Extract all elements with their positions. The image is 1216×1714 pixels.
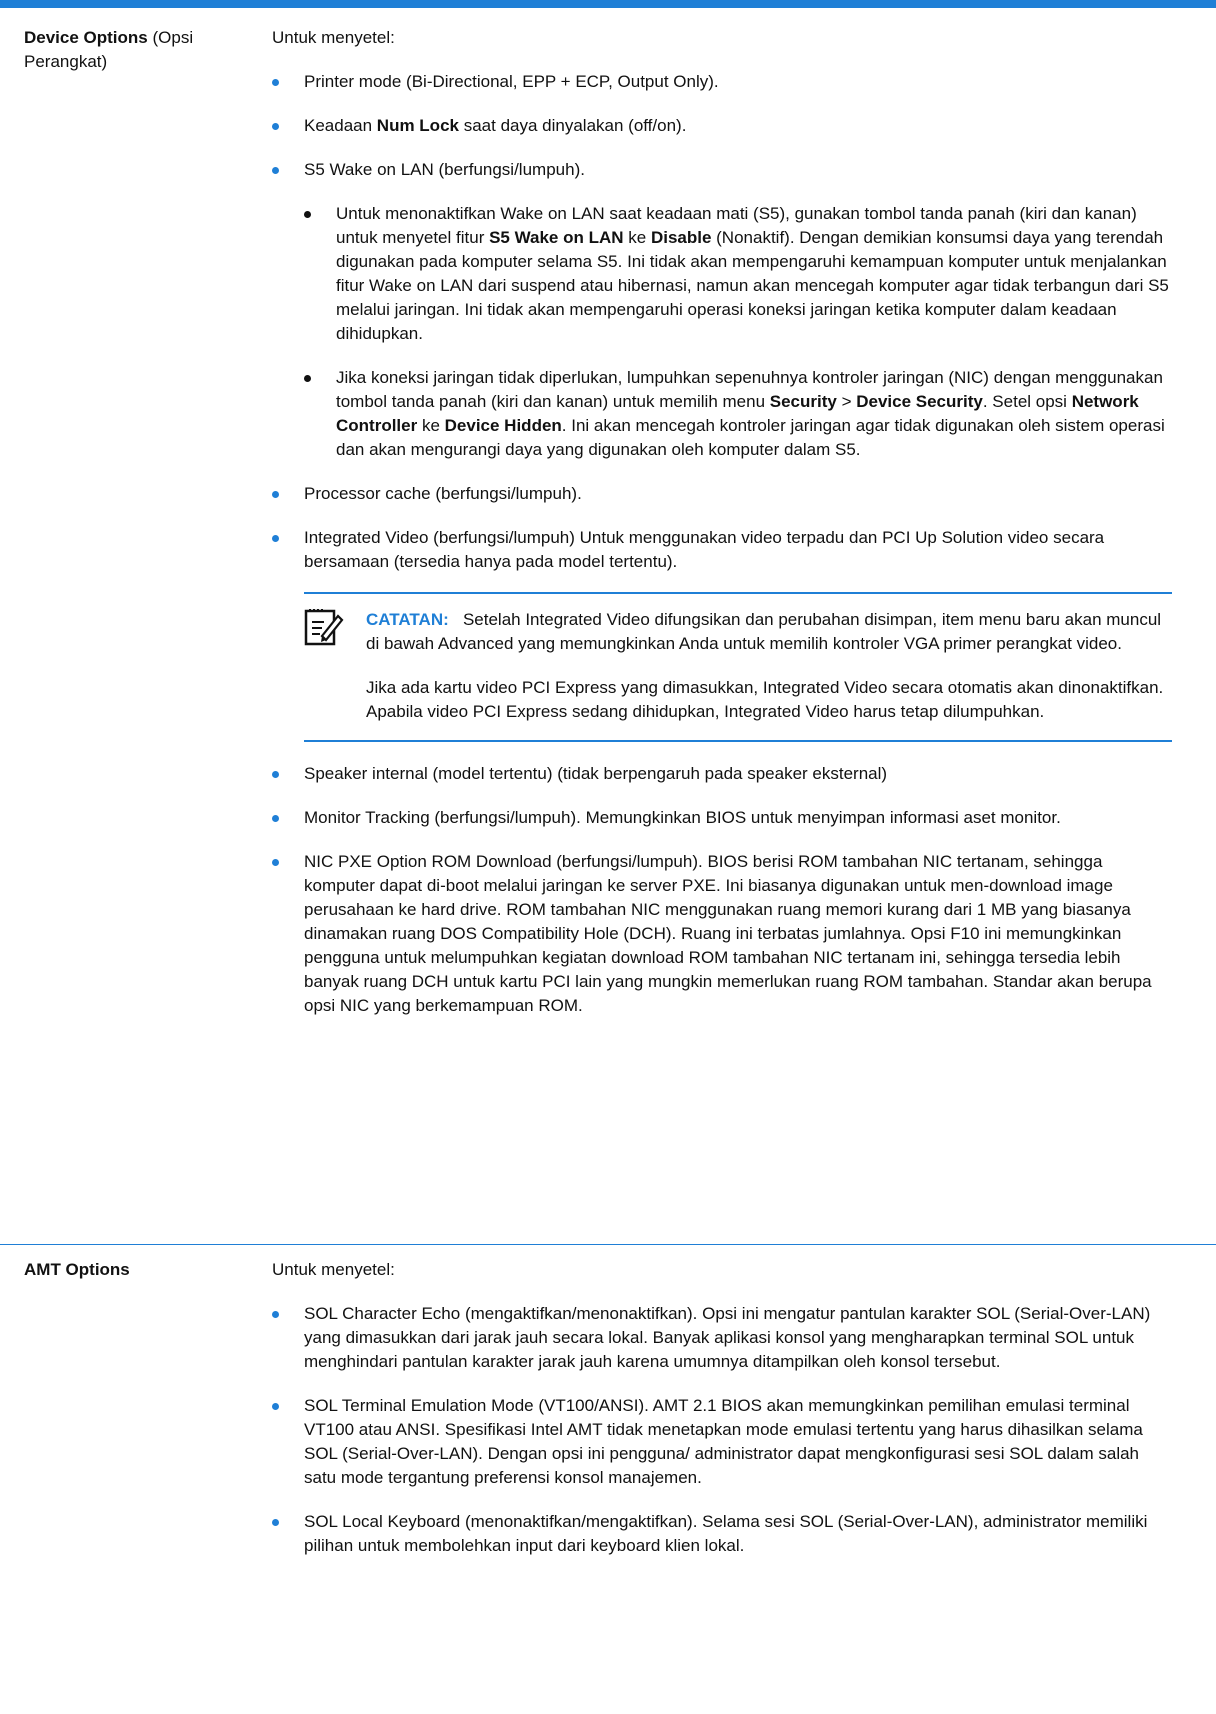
bullet-icon [272, 859, 279, 866]
sub-list-item [272, 202, 1172, 346]
bullet-icon [272, 1403, 279, 1410]
text: saat daya dinyalakan (off/on). [458, 116, 687, 135]
text: Keadaan [304, 116, 377, 135]
list-item [272, 1510, 1172, 1558]
bold-text: Network Controller [336, 392, 1139, 435]
row-label-rest: (Opsi Perangkat) [24, 28, 194, 71]
text: . Ini akan mencegah kontroler jaringan agar tidak digunakan oleh sistem operasi dan akan mengurangi daya yang digunakan oleh komputer dalam S5. [336, 416, 1165, 459]
bullet-icon [272, 1519, 279, 1526]
list-item-text: S5 Wake on LAN (berfungsi/lumpuh). [304, 160, 585, 179]
device-options-content [272, 26, 1172, 1018]
list-item-text: SOL Terminal Emulation Mode (VT100/ANSI). AMT 2.1 BIOS akan memungkinkan pemilihan emulasi terminal VT100 atau ANSI. Spesifikasi Intel AMT tidak menetapkan mode emulasi tertentu yang harus dihasilkan selama SOL (Serial-Over-LAN). Dengan opsi ini pengguna/ administrator dapat mengkonfigurasi sesi SOL dalam salah satu mode tergantung preferensi konsol manajemen. [304, 1396, 1143, 1487]
list-item-text: Integrated Video (berfungsi/lumpuh) Untuk menggunakan video terpadu dan PCI Up Solution video secara bersamaan (tersedia hanya pada model tertentu). [304, 528, 1105, 571]
list-item [272, 850, 1172, 1018]
list-item [272, 526, 1172, 574]
bullet-icon [272, 535, 279, 542]
list-item [272, 158, 1172, 182]
note-paragraph [366, 608, 1172, 656]
list-item [272, 70, 1172, 94]
list-item [272, 1302, 1172, 1374]
row-label-device-options [24, 26, 244, 74]
text: > [836, 392, 857, 411]
bullet-icon [272, 771, 279, 778]
bold-text: Security [769, 392, 837, 411]
text: Untuk menonaktifkan Wake on LAN saat keadaan mati (S5), gunakan tombol tanda panah (kiri dan kanan) untuk menyetel fitur [336, 204, 1137, 247]
list-item [272, 806, 1172, 830]
bullet-icon [272, 167, 279, 174]
list-item-text: Speaker internal (model tertentu) (tidak berpengaruh pada speaker eksternal) [304, 764, 888, 783]
bold-text: Disable [650, 228, 712, 247]
bullet-icon [272, 123, 279, 130]
list-item-text: NIC PXE Option ROM Download (berfungsi/lumpuh). BIOS berisi ROM tambahan NIC tertanam, sehingga komputer dapat di-boot melalui jaringan ke server PXE. Ini biasanya digunakan untuk men-download image perusahaan ke hard drive. ROM tambahan NIC menggunakan ruang memori kurang dari 1 MB yang biasanya dinamakan ruang DOS Compatibility Hole (DCH). Ruang ini terbatas jumlahnya. Opsi F10 ini memungkinkan pengguna untuk melumpuhkan kegiatan download ROM tambahan NIC tertanam ini, sehingga tersedia lebih banyak ruang DCH untuk kartu PCI lain yang mungkin memerlukan ruang ROM tambahan. Standar akan berupa opsi NIC yang berkemampuan ROM. [304, 852, 1152, 1015]
row-separator [0, 1244, 1216, 1245]
list-item [272, 1394, 1172, 1490]
bullet-icon [272, 79, 279, 86]
bold-text: S5 Wake on LAN [489, 228, 624, 247]
row-label-bold: Device Options [24, 28, 148, 47]
text: . Setel opsi [982, 392, 1072, 411]
list-item-text: Monitor Tracking (berfungsi/lumpuh). Memungkinkan BIOS untuk menyimpan informasi aset monitor. [304, 808, 1061, 827]
list-item-text: Processor cache (berfungsi/lumpuh). [304, 484, 582, 503]
row-label-amt-options [24, 1258, 244, 1282]
sub-list-item [272, 366, 1172, 462]
top-rule [0, 0, 1216, 8]
sub-bullet-icon [304, 375, 311, 382]
text: (Nonaktif). Dengan demikian konsumsi daya yang terendah digunakan pada komputer selama S5. Ini tidak akan mempengaruhi kemampuan komputer untuk menjalankan fitur Wake on LAN dari suspend atau hibernasi, namun akan mencegah komputer agar tidak terbangun dari S5 melalui jaringan. Ini tidak akan mempengaruhi operasi koneksi jaringan ketika komputer dalam keadaan dihidupkan. [336, 228, 1169, 343]
list-item [272, 762, 1172, 786]
sub-bullet-icon [304, 211, 311, 218]
row-label-bold: AMT Options [24, 1260, 130, 1279]
note-pencil-icon [304, 608, 344, 646]
note-label: CATATAN: [366, 610, 449, 629]
amt-options-content [272, 1258, 1172, 1558]
text: ke [417, 416, 445, 435]
bold-text: Num Lock [376, 116, 459, 135]
intro-text: Untuk menyetel: [272, 28, 395, 47]
text: ke [623, 228, 651, 247]
bullet-icon [272, 1311, 279, 1318]
bold-text: Device Security [856, 392, 983, 411]
list-item [272, 114, 1172, 138]
list-item-text: SOL Local Keyboard (menonaktifkan/mengaktifkan). Selama sesi SOL (Serial-Over-LAN), administrator memiliki pilihan untuk membolehkan input dari keyboard klien lokal. [304, 1512, 1148, 1555]
list-item-text: SOL Character Echo (mengaktifkan/menonaktifkan). Opsi ini mengatur pantulan karakter SOL (Serial-Over-LAN) yang dimasukkan dari jarak jauh secara lokal. Banyak aplikasi konsol yang mengharapkan terminal SOL untuk menghindari pantulan karakter jarak jauh karena umumnya ditampilkan oleh konsol tersebut. [304, 1304, 1151, 1371]
bold-text: Device Hidden [444, 416, 562, 435]
note-paragraph: Jika ada kartu video PCI Express yang dimasukkan, Integrated Video secara otomatis akan dinonaktifkan. Apabila video PCI Express sedang dihidupkan, Integrated Video harus tetap dilumpuhkan. [366, 678, 1164, 721]
list-item-text: Printer mode (Bi-Directional, EPP + ECP, Output Only). [304, 72, 719, 91]
text: Jika koneksi jaringan tidak diperlukan, lumpuhkan sepenuhnya kontroler jaringan (NIC) dengan menggunakan tombol tanda panah (kiri dan kanan) untuk memilih menu [336, 368, 1163, 411]
bullet-icon [272, 815, 279, 822]
list-item [272, 482, 1172, 506]
note-text: Setelah Integrated Video difungsikan dan perubahan disimpan, item menu baru akan muncul di bawah Advanced yang memungkinkan Anda untuk memilih kontroler VGA primer perangkat video. [366, 610, 1162, 653]
note-box [304, 592, 1172, 742]
bullet-icon [272, 491, 279, 498]
intro-text: Untuk menyetel: [272, 1260, 395, 1279]
